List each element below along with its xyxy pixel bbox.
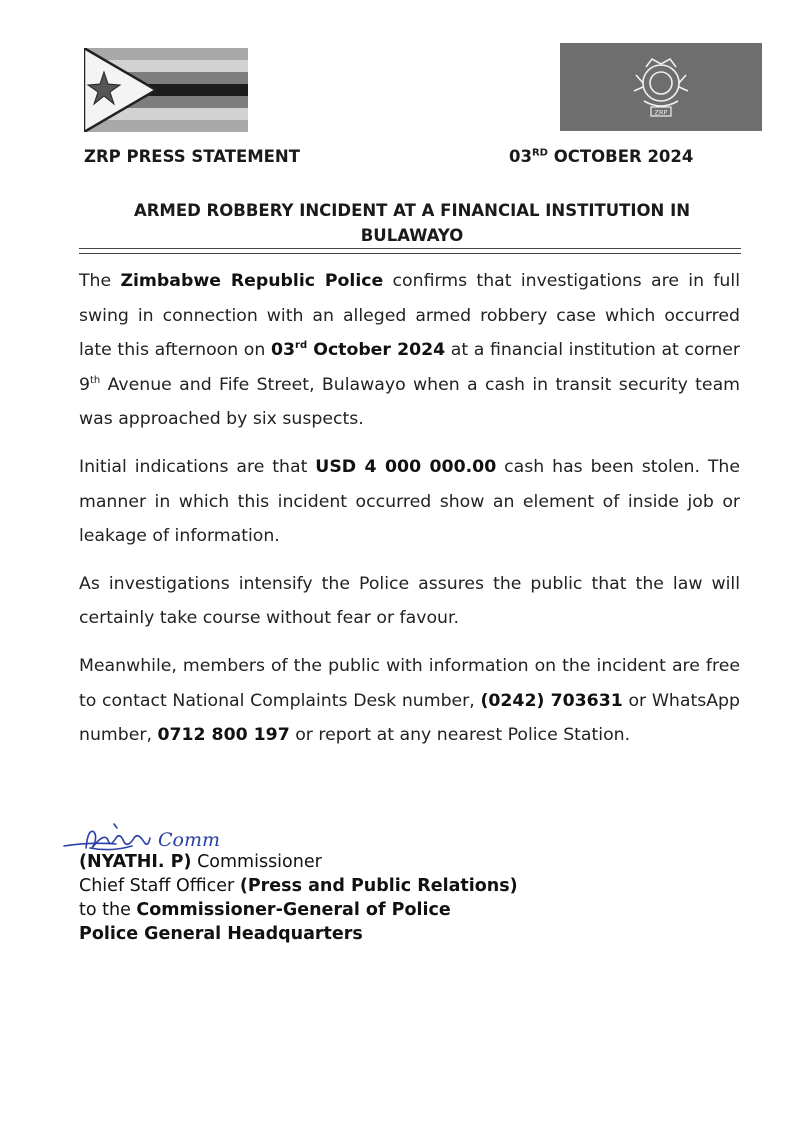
zimbabwe-flag: [84, 48, 248, 132]
signatory-block: [79, 850, 518, 946]
paragraph-incident: The Zimbabwe Republic Police confirms that investigations are in full swing in connection with an alleged armed robbery case which occurred late this afternoon on 03rd October 2024 at a financial institution at corner 9th Avenue and Fife Street, Bulawayo when a cash in transit security team was approached by six suspects.: [79, 271, 740, 430]
zrp-emblem: [560, 43, 762, 131]
press-statement-label: ZRP PRESS STATEMENT: [84, 147, 300, 166]
statement-body: [79, 264, 740, 766]
signatory-office: to the Commissioner-General of Police: [79, 900, 451, 920]
signatory-title: Chief Staff Officer (Press and Public Relations): [79, 876, 518, 896]
paragraph-contact: Meanwhile, members of the public with information on the incident are free to contact National Complaints Desk number, (0242) 703631 or WhatsApp number, 0712 800 197 or report at any nearest Police Station.: [79, 655, 740, 746]
title-rule-bottom: [79, 253, 741, 254]
signature-annotation: Comm: [158, 829, 221, 851]
title-line-1: ARMED ROBBERY INCIDENT AT A FINANCIAL INSTITUTION IN: [133, 201, 691, 220]
paragraph-indications: Initial indications are that USD 4 000 000.00 cash has been stolen. The manner in which this incident occurred show an element of inside job or leakage of information.: [79, 456, 740, 547]
emblem-scroll-text: ZRP: [654, 108, 668, 117]
title-rule-top: [79, 248, 741, 249]
signatory-name: (NYATHI. P) Commissioner: [79, 852, 322, 872]
statement-title: [84, 198, 740, 248]
statement-date: 03RD OCTOBER 2024: [509, 147, 694, 166]
signatory-headquarters: Police General Headquarters: [79, 924, 363, 944]
title-line-2: BULAWAYO: [360, 226, 464, 245]
paragraph-assurance: As investigations intensify the Police assures the public that the law will certainly take course without fear or favour.: [79, 573, 740, 629]
